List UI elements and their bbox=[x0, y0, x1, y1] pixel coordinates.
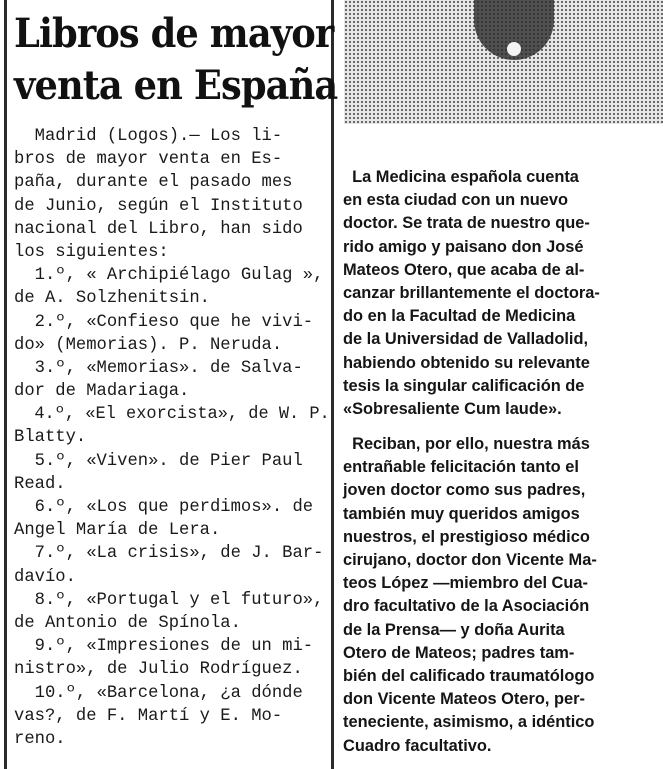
text-line: de A. Solzhenitsin. bbox=[14, 289, 210, 309]
text-line: bién del calificado traumatólogo bbox=[343, 666, 595, 685]
text-line: canzar brillantemente el doctora- bbox=[343, 283, 600, 302]
text-line: bros de mayor venta en Es- bbox=[14, 150, 283, 170]
text-line: vas?, de F. Martí y E. Mo- bbox=[14, 706, 283, 726]
text-line: Blatty. bbox=[14, 428, 87, 448]
text-line: davío. bbox=[14, 567, 76, 587]
text-line: do» (Memorias). P. Neruda. bbox=[14, 335, 283, 355]
text-line: reno. bbox=[14, 729, 66, 749]
text-line: 6.º, «Los que perdimos». de bbox=[14, 498, 314, 517]
text-line: de la Universidad de Valladolid, bbox=[343, 330, 589, 349]
text-line: tesis la singular calificación de bbox=[343, 376, 585, 395]
doctor-article-paragraph-1 bbox=[343, 166, 659, 421]
text-line: de Antonio de Spínola. bbox=[14, 613, 241, 633]
bestsellers-body bbox=[14, 125, 330, 751]
text-line: Read. bbox=[14, 474, 66, 494]
text-line: Otero de Mateos; padres tam- bbox=[343, 643, 575, 662]
text-line: nistro», de Julio Rodríguez. bbox=[14, 660, 303, 680]
text-line: do en la Facultad de Medicina bbox=[343, 307, 576, 326]
text-line: nuestros, el prestigioso médico bbox=[343, 527, 590, 546]
text-line: Madrid (Logos).— Los li- bbox=[14, 127, 283, 146]
text-line: 4.º, «El exorcista», de W. P. bbox=[14, 405, 330, 425]
text-line: 3.º, «Memorias». de Salva- bbox=[14, 358, 303, 378]
text-line: entrañable felicitación tanto el bbox=[343, 458, 579, 477]
text-line: rido amigo y paisano don José bbox=[343, 237, 584, 256]
text-line: de la Prensa— y doña Aurita bbox=[343, 620, 565, 639]
text-line: habiendo obtenido su relevante bbox=[343, 353, 590, 372]
doctor-article-paragraph-2 bbox=[343, 433, 659, 758]
text-line: dro facultativo de la Asociación bbox=[343, 597, 590, 616]
text-line: 8.º, «Portugal y el futuro», bbox=[14, 590, 324, 610]
headline-line-2: venta en España bbox=[14, 62, 338, 109]
text-line: teos López —miembro del Cua- bbox=[343, 574, 588, 593]
text-line: La Medicina española cuenta bbox=[343, 168, 579, 186]
text-line: 2.º, «Confieso que he vivi- bbox=[14, 312, 314, 332]
photo-fragment bbox=[344, 0, 663, 124]
text-line: 5.º, «Viven». de Pier Paul bbox=[14, 451, 303, 471]
text-line: Reciban, por ello, nuestra más bbox=[343, 435, 590, 454]
text-line: don Vicente Mateos Otero, per- bbox=[343, 690, 585, 709]
text-line: 9.º, «Impresiones de un mi- bbox=[14, 637, 314, 657]
text-line: teneciente, asimismo, a idéntico bbox=[343, 713, 595, 732]
text-line: Cuadro facultativo. bbox=[343, 736, 492, 755]
text-line: joven doctor como sus padres, bbox=[343, 481, 586, 500]
text-line: los siguientes: bbox=[14, 242, 169, 262]
text-line: Angel María de Lera. bbox=[14, 521, 221, 541]
headline-line-1: Libros de mayor bbox=[14, 10, 334, 57]
text-line: dor de Madariaga. bbox=[14, 382, 190, 402]
text-line: «Sobresaliente Cum laude». bbox=[343, 399, 562, 418]
text-line: 10.º, «Barcelona, ¿a dónde bbox=[14, 683, 303, 703]
text-line: en esta ciudad con un nuevo bbox=[343, 191, 568, 210]
article-headline bbox=[14, 8, 338, 112]
text-line: 7.º, «La crisis», de J. Bar- bbox=[14, 544, 324, 564]
text-line: cirujano, doctor don Vicente Ma- bbox=[343, 551, 597, 569]
text-line: paña, durante el pasado mes bbox=[14, 173, 293, 193]
text-line: doctor. Se trata de nuestro que- bbox=[343, 214, 590, 233]
text-line: también muy queridos amigos bbox=[343, 504, 580, 523]
text-line: Mateos Otero, que acaba de al- bbox=[343, 260, 585, 279]
text-line: de Junio, según el Instituto bbox=[14, 196, 303, 216]
text-line: nacional del Libro, han sido bbox=[14, 219, 303, 239]
text-line: 1.º, « Archipiélago Gulag », bbox=[14, 266, 324, 286]
doctor-article bbox=[343, 166, 659, 758]
photo-highlight bbox=[507, 42, 521, 56]
